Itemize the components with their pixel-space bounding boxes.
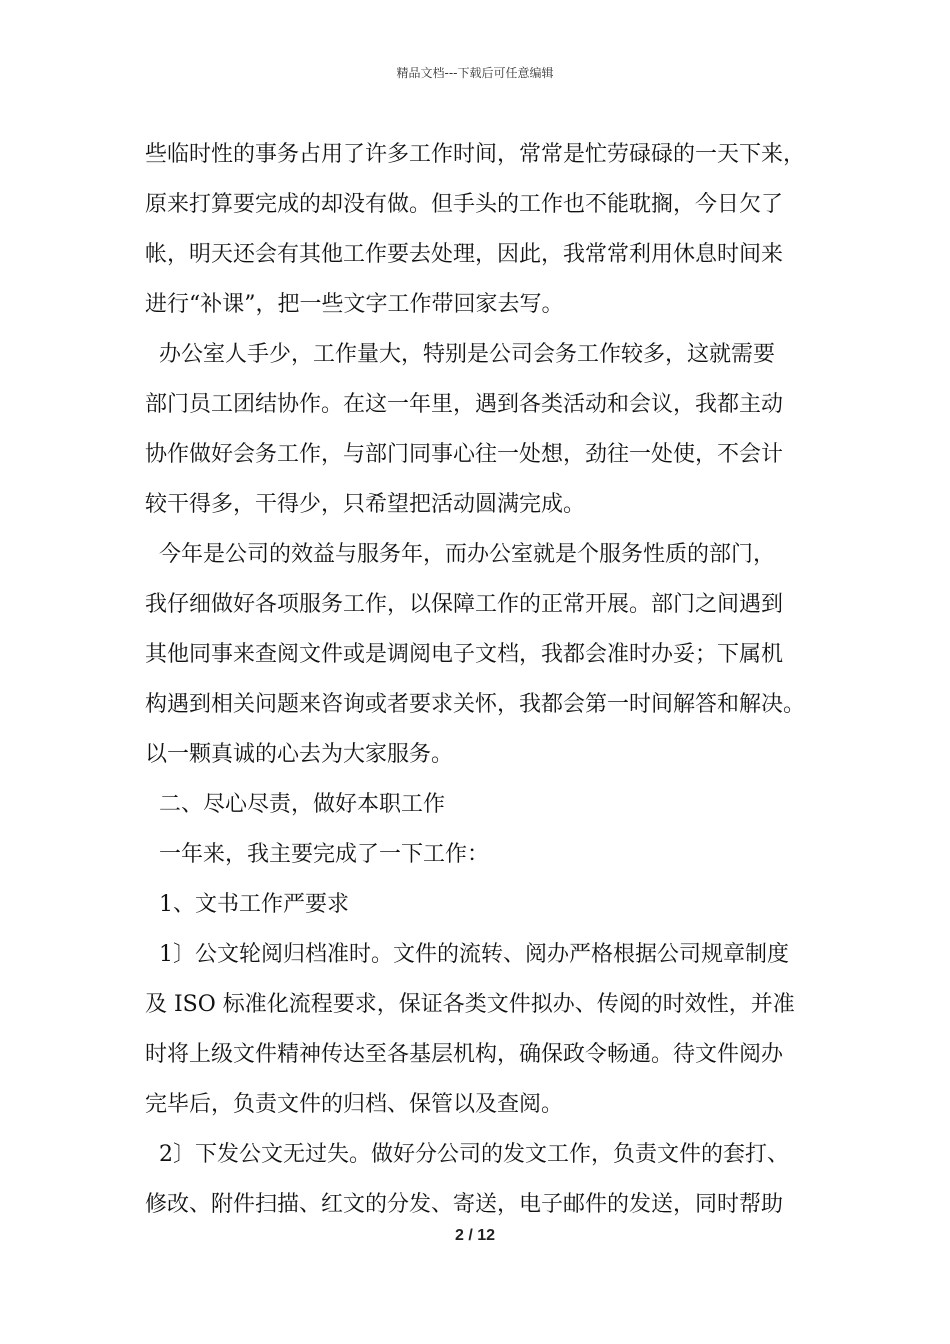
text-line: 2〕下发公文无过失。做好分公司的发文工作，负责文件的套打、 bbox=[145, 1142, 789, 1167]
text-line: 以一颗真诚的心去为大家服务。 bbox=[145, 742, 454, 767]
text-line: 一年来，我主要完成了一下工作： bbox=[145, 842, 489, 867]
text-line: 些临时性的事务占用了许多工作时间，常常是忙劳碌碌的一天下来， bbox=[145, 142, 806, 167]
text-line: 协作做好会务工作，与部门同事心往一处想，劲往一处使，不会计 bbox=[145, 442, 784, 467]
subsection-heading: 1、文书工作严要求 bbox=[145, 892, 349, 917]
text-line: 办公室人手少，工作量大，特别是公司会务工作较多，这就需要 bbox=[145, 342, 775, 367]
text-line: 我仔细做好各项服务工作，以保障工作的正常开展。部门之间遇到 bbox=[145, 592, 784, 617]
document-body bbox=[145, 130, 813, 1230]
section-heading: 二、尽心尽责，做好本职工作 bbox=[145, 792, 445, 817]
text-line: 1〕公文轮阅归档准时。文件的流转、阅办严格根据公司规章制度 bbox=[145, 942, 789, 967]
text-line: 进行“补课”，把一些文字工作带回家去写。 bbox=[145, 292, 564, 317]
page-header: 精品文档---下载后可任意编辑 bbox=[396, 66, 554, 80]
text-line: 部门员工团结协作。在这一年里，遇到各类活动和会议，我都主动 bbox=[145, 392, 784, 417]
text-line: 今年是公司的效益与服务年，而办公室就是个服务性质的部门， bbox=[145, 542, 775, 567]
text-line: 修改、附件扫描、红文的分发、寄送，电子邮件的发送，同时帮助 bbox=[145, 1192, 784, 1217]
page-number: 2 / 12 bbox=[454, 1227, 496, 1244]
text-line: 时将上级文件精神传达至各基层机构，确保政令畅通。待文件阅办 bbox=[145, 1042, 784, 1067]
text-line: 及 ISO 标准化流程要求，保证各类文件拟办、传阅的时效性，并准 bbox=[145, 992, 795, 1017]
text-line: 完毕后，负责文件的归档、保管以及查阅。 bbox=[145, 1092, 564, 1117]
text-line: 较干得多，干得少，只希望把活动圆满完成。 bbox=[145, 492, 586, 517]
text-line: 帐，明天还会有其他工作要去处理，因此，我常常利用休息时间来 bbox=[145, 242, 784, 267]
text-line: 构遇到相关问题来咨询或者要求关怀，我都会第一时间解答和解决。 bbox=[145, 692, 806, 717]
text-line: 原来打算要完成的却没有做。但手头的工作也不能耽搁，今日欠了 bbox=[145, 192, 784, 217]
text-line: 其他同事来查阅文件或是调阅电子文档，我都会准时办妥；下属机 bbox=[145, 642, 784, 667]
